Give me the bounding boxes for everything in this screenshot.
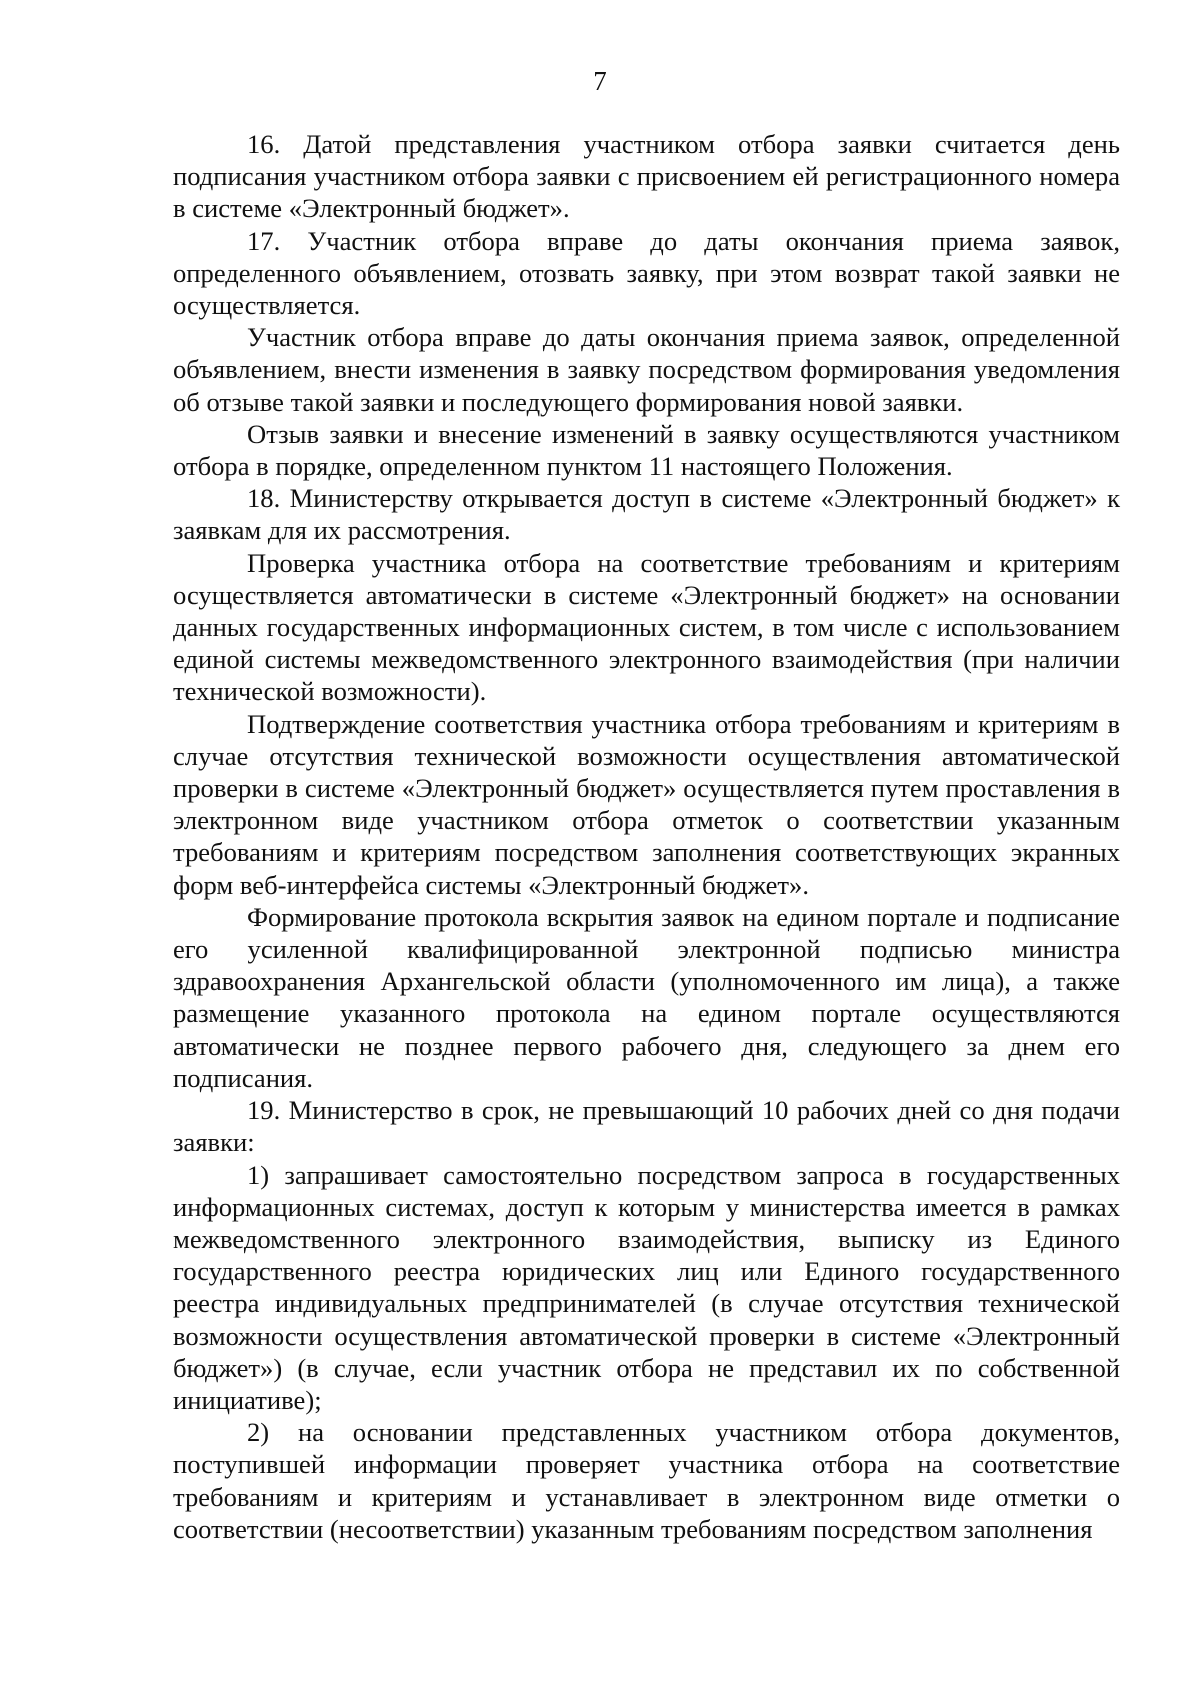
paragraph-18-automatic-check: Проверка участника отбора на соответствие требованиям и критериям осуществляется автоматически в системе «Электронный бюджет» на основании данных государственных информационных систем, в том числе с использованием единой системы межведомственного электронного взаимодействия (при наличии технической возможности). — [173, 547, 1120, 707]
paragraph-19-item-2: 2) на основании представленных участником отбора документов, поступившей информации проверяет участника отбора на соответствие требованиям и критериям и устанавливает в электронном виде отметки о соответствии (несоответствии) указанным требованиям посредством заполнения — [173, 1417, 1120, 1544]
paragraph-19: 19. Министерство в срок, не превышающий 10 рабочих дней со дня подачи заявки: — [173, 1095, 1120, 1158]
paragraph-17-amendment: Участник отбора вправе до даты окончания приема заявок, определенной объявлением, внести изменения в заявку посредством формирования уведомления об отзыве такой заявки и последующего формирования новой заявки. — [173, 322, 1120, 417]
document-body — [173, 128, 1120, 1545]
paragraph-18-manual-confirmation: Подтверждение соответствия участника отбора требованиям и критериям в случае отсутствия технической возможности осуществления автоматической проверки в системе «Электронный бюджет» осуществляется путем проставления в электронном виде участником отбора отметок о соответствии указанным требованиям и критериям посредством заполнения соответствующих экранных форм веб-интерфейса системы «Электронный бюджет». — [173, 708, 1120, 900]
page-number: 7 — [593, 66, 607, 96]
paragraph-16: 16. Датой представления участником отбора заявки считается день подписания участником отбора заявки с присвоением ей регистрационного номера в системе «Электронный бюджет». — [173, 129, 1120, 224]
paragraph-19-item-1: 1) запрашивает самостоятельно посредством запроса в государственных информационных системах, доступ к которым у министерства имеется в рамках межведомственного электронного взаимодействия, выписку из Единого государственного реестра юридических лиц или Единого государственного реестра индивидуальных предпринимателей (в случае отсутствия технической возможности осуществления автоматической проверки в системе «Электронный бюджет») (в случае, если участник отбора не представил их по собственной инициативе); — [173, 1159, 1120, 1415]
paragraph-18: 18. Министерству открывается доступ в системе «Электронный бюджет» к заявкам для их рассмотрения. — [173, 483, 1120, 546]
paragraph-17-withdrawal-procedure: Отзыв заявки и внесение изменений в заявку осуществляются участником отбора в порядке, определенном пунктом 11 настоящего Положения. — [173, 418, 1120, 482]
paragraph-17: 17. Участник отбора вправе до даты окончания приема заявок, определенного объявлением, отозвать заявку, при этом возврат такой заявки не осуществляется. — [173, 225, 1120, 321]
paragraph-18-protocol: Формирование протокола вскрытия заявок на едином портале и подписание его усиленной квалифицированной электронной подписью министра здравоохранения Архангельской области (уполномоченного им лица), а также размещение указанного протокола на едином портале осуществляются автоматически не позднее первого рабочего дня, следующего за днем его подписания. — [173, 901, 1120, 1093]
